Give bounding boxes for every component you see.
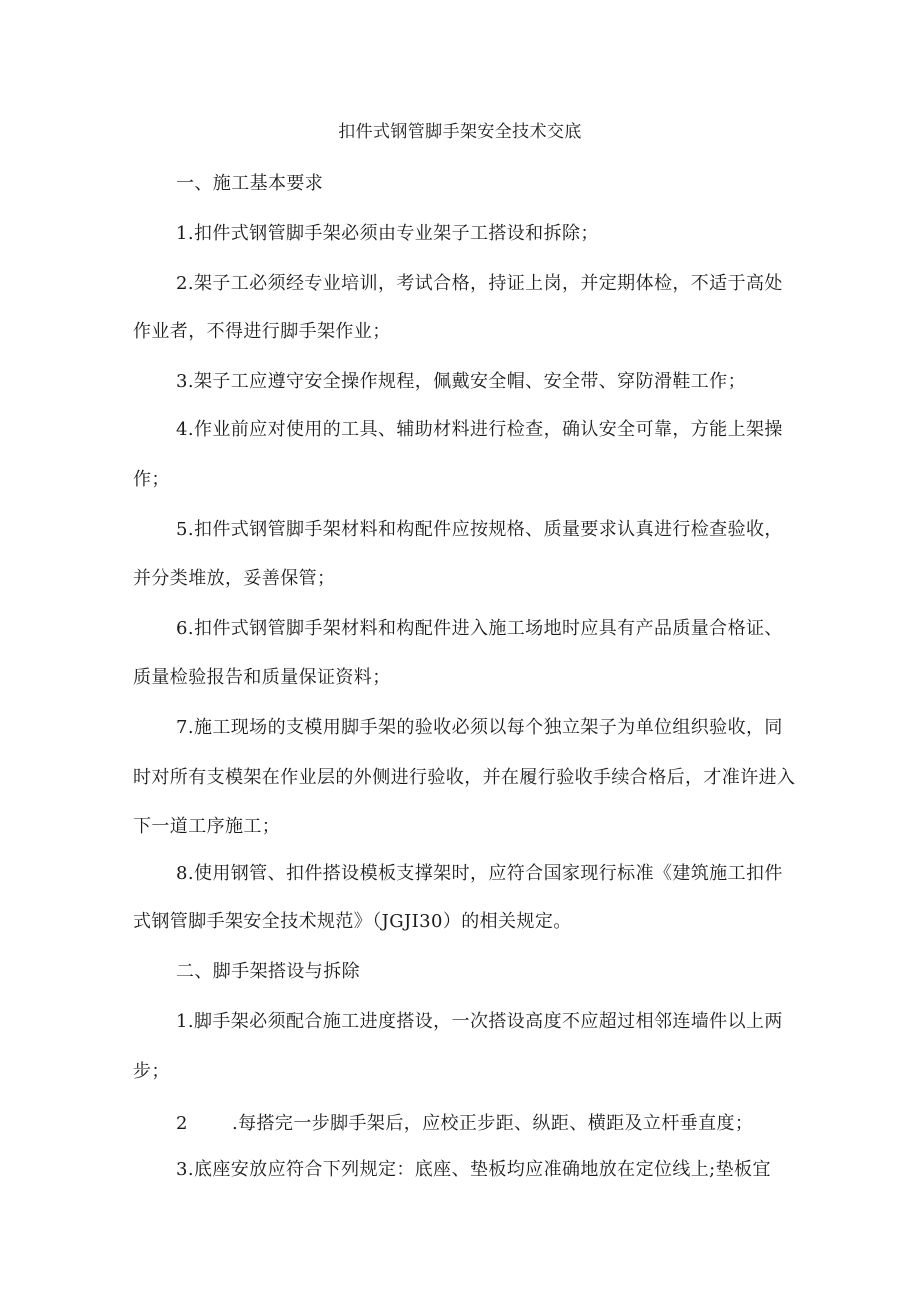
s1-item-2 [176,272,783,296]
s1-item-2-line-1: .架子工必须经专业培训，考试合格，持证上岗，并定期体检，不适于高处 [187,273,783,294]
s1-item-7-line-2: 时对所有支模架在作业层的外侧进行验收，并在履行验收手续合格后，才准许进入 [133,767,796,788]
s1-item-3-number: 3 [176,371,188,392]
s2-item-1-line-2: 步； [133,1061,170,1082]
s1-item-5-line-2: 并分类堆放，妥善保管； [133,568,336,589]
s1-item-4-line-2: 作； [133,469,170,490]
s1-item-6-number: 6 [176,618,188,639]
s1-item-4-number: 4 [176,419,188,440]
s1-item-8-line-1: .使用钢管、扣件搭设模板支撑架时，应符合国家现行标准《建筑施工扣件 [187,863,783,884]
s1-item-7-line-1: .施工现场的支模用脚手架的验收必须以每个独立架子为单位组织验收，同 [187,717,783,738]
s1-item-8 [176,862,783,886]
s2-item-2-number: 2 [176,1113,188,1134]
s1-item-5-number: 5 [176,519,188,540]
s1-item-7-number: 7 [176,717,188,738]
s2-item-1 [176,1010,783,1034]
section-2-heading: 二、脚手架搭设与拆除 [176,961,360,982]
s1-item-8-line-2: 式钢管脚手架安全技术规范》（JGJI30）的相关规定。 [133,911,572,932]
s1-item-4-line-1: .作业前应对使用的工具、辅助材料进行检查，确认安全可靠，方能上架操 [187,419,783,440]
s1-item-1 [176,222,599,246]
s2-item-3 [176,1158,771,1182]
s1-item-6-line-2: 质量检验报告和质量保证资料； [133,667,391,688]
s1-item-1-number: 1 [176,223,188,244]
s2-item-1-number: 1 [176,1011,188,1032]
s2-item-3-line-1: .底座安放应符合下列规定：底座、垫板均应准确地放在定位线上;垫板宜 [187,1159,771,1180]
section-1-heading: 一、施工基本要求 [176,173,324,194]
s1-item-8-number: 8 [176,863,188,884]
s2-item-2-line-1: .每搭完一步脚手架后，应校正步距、纵距、横距及立杆垂直度； [232,1113,754,1134]
s1-item-3 [176,370,746,394]
s2-item-1-line-1: .脚手架必须配合施工进度搭设，一次搭设高度不应超过相邻连墙件以上两 [187,1011,783,1032]
s1-item-6-line-1: .扣件式钢管脚手架材料和构配件进入施工场地时应具有产品质量合格证、 [187,618,783,639]
document-title: 扣件式钢管脚手架安全技术交底 [338,122,582,142]
s1-item-1-line-1: .扣件式钢管脚手架必须由专业架子工搭设和拆除； [187,223,599,244]
s1-item-5 [176,518,783,542]
s1-item-7 [176,716,783,740]
s1-item-6 [176,617,783,641]
s1-item-4 [176,418,783,442]
s1-item-5-line-1: .扣件式钢管脚手架材料和构配件应按规格、质量要求认真进行检查验收， [187,519,783,540]
s2-item-3-number: 3 [176,1159,188,1180]
s1-item-2-line-2: 作业者，不得进行脚手架作业； [133,321,391,342]
s1-item-2-number: 2 [176,273,188,294]
s1-item-3-line-1: .架子工应遵守安全操作规程，佩戴安全帽、安全带、穿防滑鞋工作； [187,371,746,392]
s1-item-7-line-3: 下一道工序施工； [133,816,281,837]
